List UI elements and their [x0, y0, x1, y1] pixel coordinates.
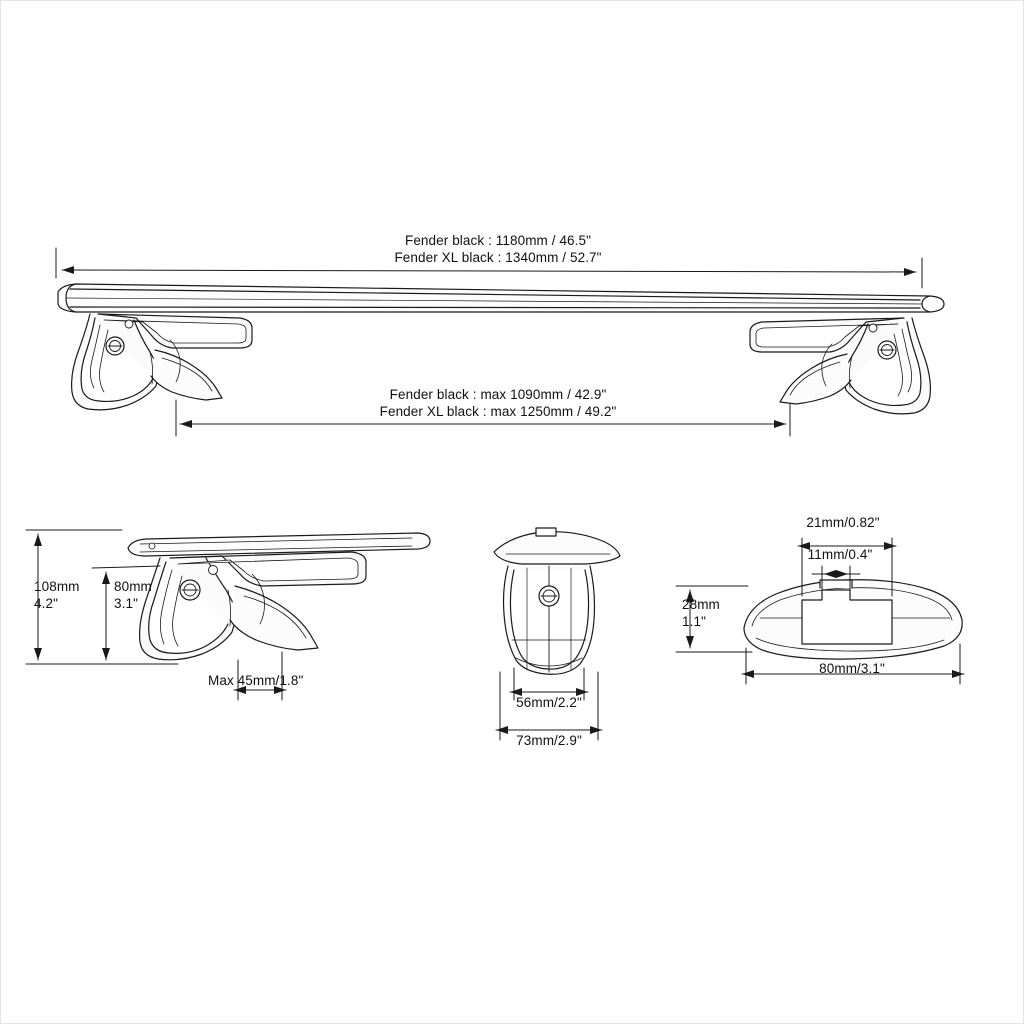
side-view-foot [128, 533, 430, 660]
label-slot-outer: 21mm/0.82" [806, 515, 880, 530]
label-overall-length-group [394, 232, 601, 266]
label-section-height [682, 596, 720, 630]
label-slot-inner: 11mm/0.4" [807, 547, 873, 562]
section-view-bar-profile [744, 580, 962, 659]
top-view-right-foot [750, 318, 930, 414]
front-view-clamp [494, 528, 620, 674]
label-section-width: 80mm/3.1" [819, 661, 885, 676]
top-view-left-foot [72, 314, 252, 410]
label-section-height-mm: 28mm [682, 597, 720, 612]
label-height-foot-mm: 80mm [114, 579, 152, 594]
label-outer-width: 73mm/2.9" [516, 733, 582, 748]
top-view-bar [58, 284, 944, 312]
label-height-total-in: 4.2" [34, 596, 58, 611]
label-height-foot [114, 578, 152, 612]
label-height-total-mm: 108mm [34, 579, 80, 594]
label-height-total [34, 578, 80, 612]
label-overall-length-1: Fender black : 1180mm / 46.5" [404, 233, 592, 248]
label-max-width: Max 45mm/1.8" [208, 673, 304, 688]
label-overall-length-2: Fender XL black : 1340mm / 52.7" [394, 250, 602, 265]
label-inner-span-1: Fender black : max 1090mm / 42.9" [389, 387, 607, 402]
label-inner-width: 56mm/2.2" [516, 695, 582, 710]
label-section-height-in: 1.1" [682, 614, 706, 629]
label-height-foot-in: 3.1" [114, 596, 138, 611]
label-inner-span-group [380, 386, 617, 420]
label-inner-span-2: Fender XL black : max 1250mm / 49.2" [379, 404, 617, 419]
